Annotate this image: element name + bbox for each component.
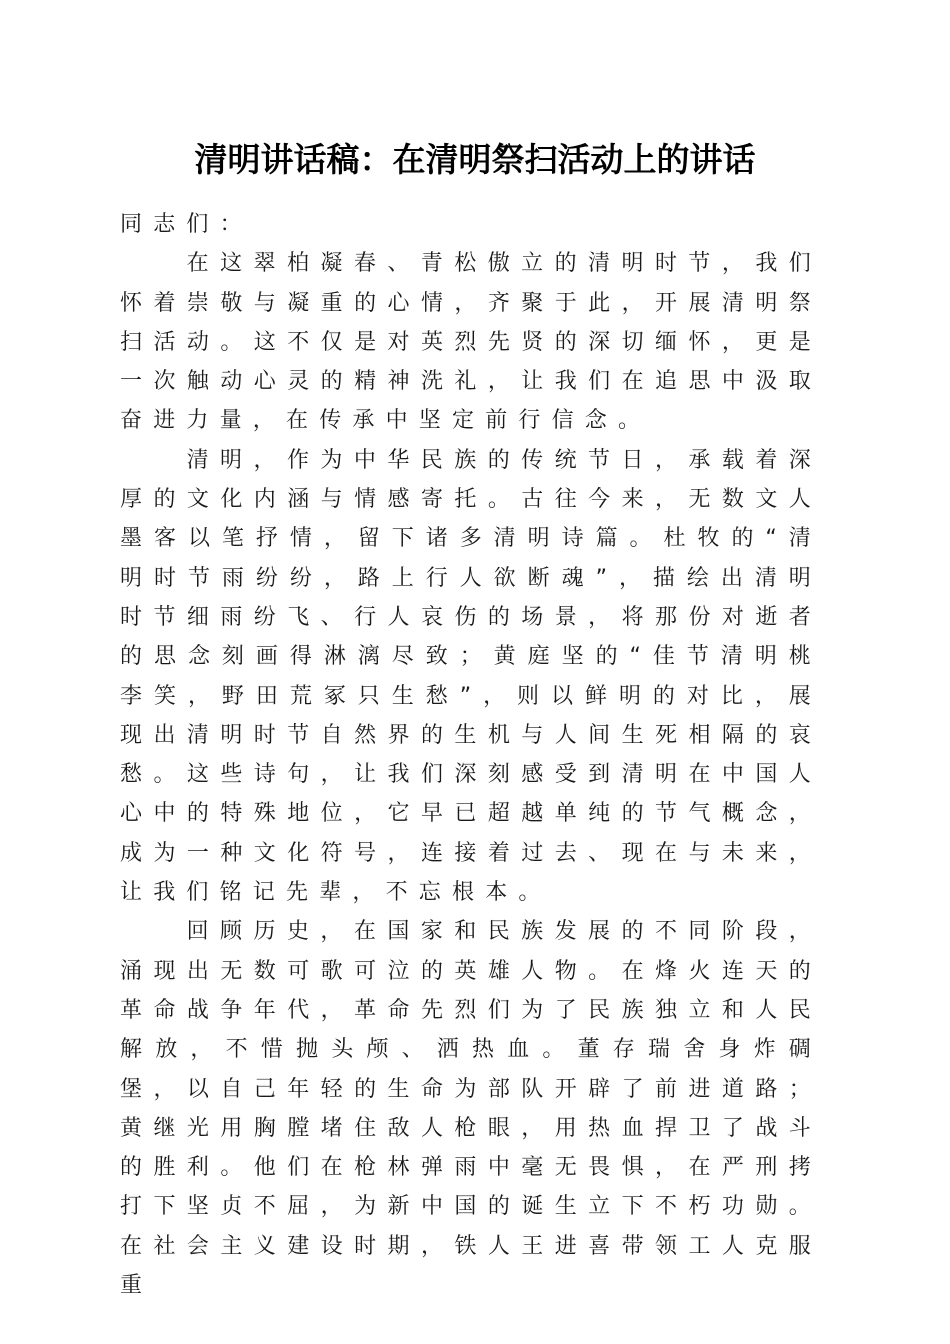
paragraph-qingming-culture: 清明，作为中华民族的传统节日，承载着深厚的文化内涵与情感寄托。古往今来，无数文人墨客以笔抒情，留下诸多清明诗篇。杜牧的“清明时节雨纷纷，路上行人欲断魂”，描绘出清明时节细雨纷飞、行人哀伤的场景，将那份对逝者的思念刻画得淋漓尽致；黄庭坚的“佳节清明桃李笑，野田荒冢只生愁”，则以鲜明的对比，展现出清明时节自然界的生机与人间生死相隔的哀愁。这些诗句，让我们深刻感受到清明在中国人心中的特殊地位，它早已超越单纯的节气概念，成为一种文化符号，连接着过去、现在与未来，让我们铭记先辈，不忘根本。 — [120, 447, 822, 906]
document-title: 清明讲话稿：在清明祭扫活动上的讲话 — [194, 140, 756, 179]
paragraph-history-heroes: 回顾历史，在国家和民族发展的不同阶段，涌现出无数可歌可泣的英雄人物。在烽火连天的革命战争年代，革命先烈们为了民族独立和人民解放，不惜抛头颅、洒热血。董存瑞舍身炸碉堡，以自己年轻的生命为部队开辟了前进道路；黄继光用胸膛堵住敌人枪眼，用热血捍卫了战斗的胜利。他们在枪林弹雨中毫无畏惧，在严刑拷打下坚贞不屈，为新中国的诞生立下不朽功勋。在社会主义建设时期，铁人王进喜带领工人克服重 — [120, 919, 822, 1299]
document-body — [120, 205, 822, 1305]
salutation: 同志们： — [120, 212, 253, 237]
paragraph-intro: 在这翠柏凝春、青松傲立的清明时节，我们怀着崇敬与凝重的心情，齐聚于此，开展清明祭扫活动。这不仅是对英烈先贤的深切缅怀，更是一次触动心灵的精神洗礼，让我们在追思中汲取奋进力量，在传承中坚定前行信念。 — [120, 251, 822, 434]
